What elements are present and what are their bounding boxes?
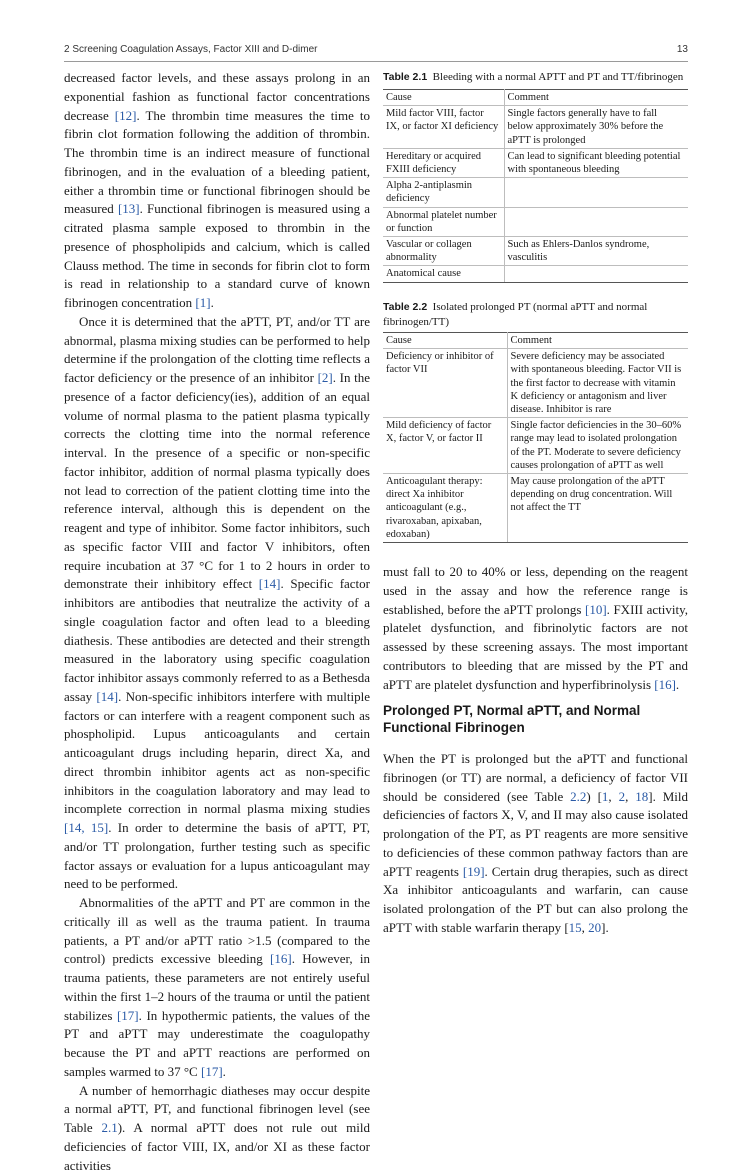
comment-cell [504, 207, 688, 236]
citation-link[interactable]: [1] [195, 295, 210, 310]
cause-cell: Anticoagulant therapy: direct Xa inhibitor anticoagulant (e.g., rivaroxaban, apixaban, edoxaban) [383, 474, 507, 543]
citation-link[interactable]: [16] [270, 951, 292, 966]
text-run: ). A normal aPTT does not rule out mild deficiencies of factor VIII, IX, and/or XI as these factor activities [64, 1120, 370, 1173]
cause-cell: Abnormal platelet number or function [383, 207, 504, 236]
citation-link[interactable]: 20 [588, 920, 601, 935]
text-run: . In order to determine the basis of aPTT, PT, and/or TT prolongation, further testing such as specific factor assays or evaluation for a lupus anticoagulant may need to be performed. [64, 820, 370, 891]
text-run: . The thrombin time measures the time to fibrin clot formation following the addition of thrombin. The thrombin time is an indirect measure of functional fibrinogen, and in the evaluation of a bleeding patient, either a thrombin time or functional fibrinogen should be measured [64, 108, 370, 217]
cause-cell: Alpha 2-antiplasmin deficiency [383, 178, 504, 207]
text-run: . [223, 1064, 226, 1079]
paragraph [383, 750, 688, 938]
table-2-1-title: Bleeding with a normal APTT and PT and TT/fibrinogen [433, 71, 684, 83]
citation-link[interactable]: 18 [635, 789, 648, 804]
paragraph [64, 313, 370, 894]
text-run: . However, in trauma patients, these parameters are not entirely useful within the first 1–2 hours of the trauma or until the patient stabilizes [64, 951, 370, 1022]
table-row [383, 474, 688, 543]
cause-cell: Anatomical cause [383, 266, 504, 282]
table-row [383, 349, 688, 418]
table-header-cause: Cause [383, 90, 504, 106]
text-run: . Specific factor inhibitors are antibodies that neutralize the activity of a single coagulation factor and often lead to a bleeding diathesis. These antibodies are detected and their strength measured in the laboratory using specific coagulation factor inhibitor assays commonly referred to as a Bethesda assay [64, 576, 370, 704]
table-header-cause: Cause [383, 333, 507, 349]
text-run: . Certain drug therapies, such as direct Xa inhibitor anticoagulants and warfarin, can cause isolated prolongation of the PT but can also prolong the aPTT with stable warfarin therapy [ [383, 864, 688, 935]
table-row [383, 178, 688, 207]
running-header [64, 43, 688, 62]
text-run: . FXIII activity, platelet dysfunction, and fibrinolytic factors are not assessed by these screening assays. The most important contributors to bleeding that are missed by the PT and aPTT are platelet dysfunction and hyperfibrinolysis [383, 602, 688, 692]
left-column [64, 69, 370, 1175]
table-2-1-label: Table 2.1 [383, 71, 427, 83]
text-run: . Functional fibrinogen is measured using a citrated plasma sample exposed to thrombin in the presence of phospholipids and calcium, which is called Clauss method. The time in seconds for fibrin clot to form is read in relationship to a standard curve of known fibrinogen concentration [64, 201, 370, 310]
comment-cell: Can lead to significant bleeding potential with spontaneous bleeding [504, 148, 688, 177]
page-number: 13 [677, 44, 688, 55]
citation-link[interactable]: 15 [569, 920, 582, 935]
citation-link[interactable]: 2.1 [101, 1120, 117, 1135]
citation-link[interactable]: [12] [115, 108, 137, 123]
table-2-1-caption [383, 70, 688, 85]
text-run: A number of hemorrhagic diatheses may occur despite a normal aPTT, PT, and functional fibrinogen level (see Table [64, 1083, 370, 1136]
comment-cell [504, 266, 688, 282]
citation-link[interactable]: [17] [201, 1064, 223, 1079]
text-run: ) [ [586, 789, 602, 804]
citation-link[interactable]: [13] [118, 201, 140, 216]
table-2-2-caption [383, 300, 688, 330]
text-run: Abnormalities of the aPTT and PT are common in the critically ill as well as the trauma patient. In trauma patients, a PT and/or aPTT ratio >1.5 (compared to the control) predicts excessive bleeding [64, 895, 370, 966]
citation-link[interactable]: [19] [463, 864, 485, 879]
citation-link[interactable]: [16] [654, 677, 676, 692]
citation-link[interactable]: [17] [117, 1008, 139, 1023]
table-row [383, 148, 688, 177]
comment-cell: Single factor deficiencies in the 30–60% range may lead to isolated prolongation of the PT. Moderate to severe deficiency causes prolongation of aPTT as well [507, 418, 688, 474]
cause-cell: Hereditary or acquired FXIII deficiency [383, 148, 504, 177]
cause-cell: Mild deficiency of factor X, factor V, or factor II [383, 418, 507, 474]
text-run: ]. Mild deficiencies of factors X, V, and II may also cause isolated prolongation of the PT, as PT reagents are more sensitive to deficiencies of these common pathway factors than are aPTT reagents [383, 789, 688, 879]
table-row [383, 237, 688, 266]
comment-cell: May cause prolongation of the aPTT depending on drug concentration. Will not affect the TT [507, 474, 688, 543]
citation-link[interactable]: 2 [619, 789, 626, 804]
paragraph [64, 894, 370, 1082]
chapter-title: 2 Screening Coagulation Assays, Factor XIII and D-dimer [64, 44, 317, 55]
text-run: , [625, 789, 635, 804]
table-2-2 [383, 332, 688, 543]
section-heading: Prolonged PT, Normal aPTT, and Normal Functional Fibrinogen [383, 702, 688, 736]
text-run: . In the presence of a factor deficiency(ies), addition of an equal volume of normal plasma to the patient plasma typically corrects the clotting time into the normal reference interval. In the presence of a specific or non-specific factor inhibitor, addition of normal plasma typically does not lead to correction of the patient clotting time into the reference interval, although this is dependent on the reagent and type of inhibitor. Some factor inhibitors, such as specific factor VIII and factor V inhibitors, often require incubation at 37 °C for 1 to 2 hours in order to demonstrate their inhibitory effect [64, 370, 370, 591]
paragraph [64, 1082, 370, 1175]
text-run: Once it is determined that the aPTT, PT, and/or TT are abnormal, plasma mixing studies can be performed to help determine if the prolongation of the clotting time reflects a factor deficiency or the presence of an inhibitor [64, 314, 370, 385]
text-run: , [608, 789, 618, 804]
text-run: When the PT is prolonged but the aPTT and functional fibrinogen (or TT) are normal, a deficiency of factor VII should be considered (see Table [383, 751, 688, 804]
citation-link[interactable]: [2] [318, 370, 333, 385]
text-run: . [676, 677, 679, 692]
right-column-lower [383, 750, 688, 938]
comment-cell [504, 178, 688, 207]
text-run: must fall to 20 to 40% or less, depending on the reagent used in the assay and how the reference range is established, before the aPTT prolongs [383, 564, 688, 617]
cause-cell: Vascular or collagen abnormality [383, 237, 504, 266]
cause-cell: Mild factor VIII, factor IX, or factor XI deficiency [383, 106, 504, 149]
citation-link[interactable]: [14, 15] [64, 820, 108, 835]
comment-cell: Single factors generally have to fall below approximately 30% before the aPTT is prolonged [504, 106, 688, 149]
text-run: decreased factor levels, and these assays prolong in an exponential fashion as functional factor concentrations decrease [64, 70, 370, 123]
text-run: . [211, 295, 214, 310]
citation-link[interactable]: 1 [602, 789, 609, 804]
table-2-2-label: Table 2.2 [383, 301, 427, 313]
table-row [383, 418, 688, 474]
comment-cell: Severe deficiency may be associated with spontaneous bleeding. Factor VII is the first factor to decrease with vitamin K deficiency or antagonism and liver disease. Inhibitor is rare [507, 349, 688, 418]
paragraph [64, 69, 370, 313]
citation-link[interactable]: [14] [259, 576, 281, 591]
table-2-1 [383, 89, 688, 283]
text-run: ]. [601, 920, 609, 935]
table-row [383, 106, 688, 149]
comment-cell: Such as Ehlers-Danlos syndrome, vasculitis [504, 237, 688, 266]
table-row [383, 266, 688, 282]
citation-link[interactable]: 2.2 [570, 789, 586, 804]
citation-link[interactable]: [10] [585, 602, 607, 617]
table-header-comment: Comment [507, 333, 688, 349]
citation-link[interactable]: [14] [96, 689, 118, 704]
text-run: . In hypothermic patients, the values of the PT and aPTT may underestimate the coagulopathy because the PT and aPTT reactions are performed on samples warmed to 37 °C [64, 1008, 370, 1079]
table-2-2-title: Isolated prolonged PT (normal aPTT and normal fibrinogen/TT) [383, 301, 647, 328]
cause-cell: Deficiency or inhibitor of factor VII [383, 349, 507, 418]
text-run: , [582, 920, 589, 935]
table-header-comment: Comment [504, 90, 688, 106]
right-column-upper [383, 563, 688, 694]
paragraph [383, 563, 688, 694]
table-row [383, 207, 688, 236]
text-run: . Non-specific inhibitors interfere with multiple factors or can interfere with a reagent component such as phospholipid. Lupus anticoagulants and certain anticoagulant drugs including heparin, direct Xa, and direct thrombin inhibitor agents act as non-specific inhibitors in the coagulation laboratory and may lead to incomplete correction in normal plasma mixing studies [64, 689, 370, 817]
